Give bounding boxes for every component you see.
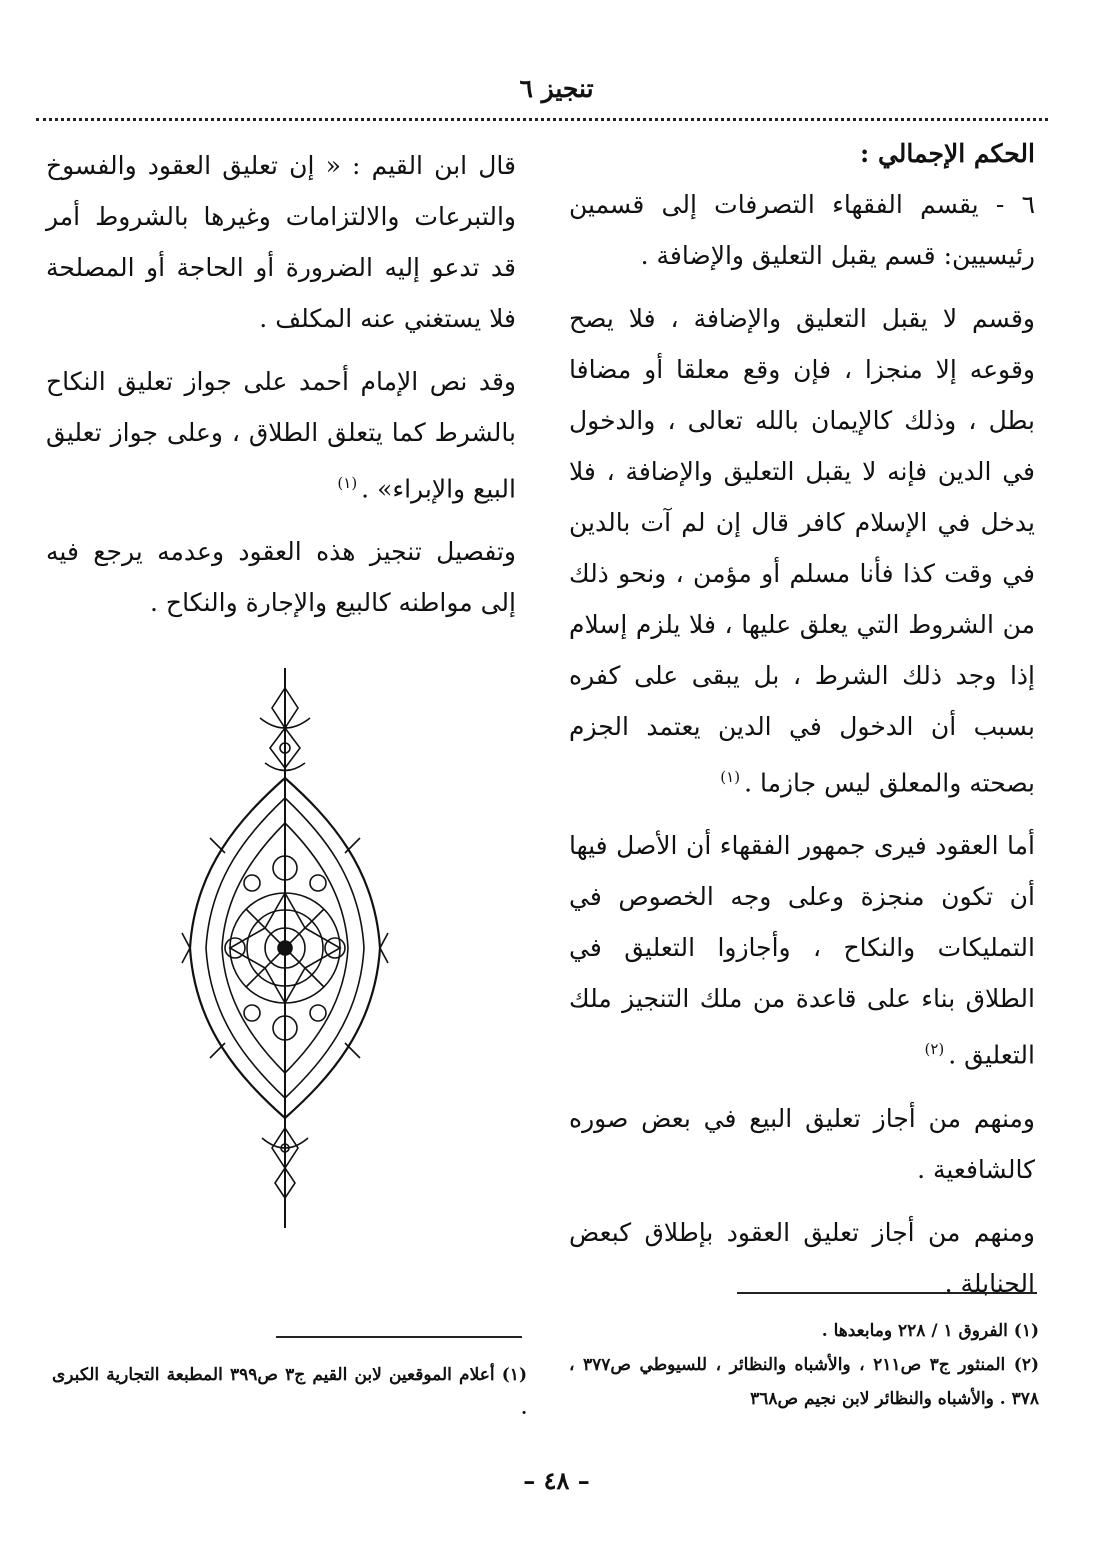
footnotes-right xyxy=(569,1314,1039,1416)
decorative-ornament-icon xyxy=(180,668,390,1228)
paragraph-5: ومنهم من أجاز تعليق العقود بإطلاق كبعض الحنابلة . xyxy=(569,1217,1035,1298)
paragraph-1 xyxy=(569,179,1035,281)
paragraph-1-text: ٦ - يقسم الفقهاء التصرفات إلى قسمين رئيسيين: قسم يقبل التعليق والإضافة . xyxy=(569,190,1035,270)
footnote-right-2: (٢) المنثور ج٣ ص٢١١ ، والأشباه والنظائر ، للسيوطي ص٣٧٧ ، ٣٧٨ . والأشباه والنظائر لابن نجيم ص٣٦٨ xyxy=(569,1355,1039,1409)
left-column xyxy=(46,140,516,628)
page-number: – ٤٨ – xyxy=(523,1466,590,1495)
paragraph-3-text: أما العقود فيرى جمهور الفقهاء أن الأصل فيها أن تكون منجزة وعلى وجه الخصوص في التمليكات والنكاح ، وأجازوا التعليق في الطلاق بناء على قاعدة من ملك التنجيز ملك التعليق . xyxy=(569,831,1035,1070)
footnote-ref-2[interactable]: (٢) xyxy=(924,1040,945,1059)
paragraph-3 xyxy=(569,820,1035,1080)
page-header-title: تنجيز ٦ xyxy=(519,74,594,103)
quote-paragraph: قال ابن القيم : « إن تعليق العقود والفسوخ والتبرعات والالتزامات وغيرها بالشروط أمر قد تدعو إليه الضرورة أو الحاجة أو المصلحة فلا يستغني عنه المكلف . xyxy=(46,151,516,333)
paragraph-4: ومنهم من أجاز تعليق البيع في بعض صوره كالشافعية . xyxy=(569,1103,1035,1184)
footnote-divider-right xyxy=(737,1292,1037,1294)
header-dotted-rule xyxy=(36,118,1048,121)
footnotes-left xyxy=(52,1358,527,1426)
quote-paragraph-2 xyxy=(46,356,516,514)
right-column xyxy=(569,128,1035,1309)
quote-paragraph-2-text: وقد نص الإمام أحمد على جواز تعليق النكاح بالشرط كما يتعلق الطلاق ، وعلى جواز تعليق البيع والإبراء» . xyxy=(46,367,516,504)
closing-paragraph: وتفصيل تنجيز هذه العقود وعدمه يرجع فيه إلى مواطنه كالبيع والإجارة والنكاح . xyxy=(46,537,516,618)
paragraph-2-text: وقسم لا يقبل التعليق والإضافة ، فلا يصح وقوعه إلا منجزا ، فإن وقع معلقا أو مضافا بطل ، وذلك كالإيمان بالله تعالى ، والدخول في الدين فإنه لا يقبل التعليق والإضافة ، فلا يدخل في الإسلام كافر قال إن لم آت بالدين في وقت كذا فأنا مسلم أو مؤمن ، ونحو ذلك من الشروط التي يعلق عليها ، فلا يلزم إسلام إذا وجد ذلك الشرط ، بل يبقى على كفره بسبب أن الدخول في الدين يعتمد الجزم بصحته والمعلق ليس جازما . xyxy=(569,304,1035,798)
footnote-ref-1[interactable]: (١) xyxy=(720,768,741,786)
footnote-left-1: (١) أعلام الموقعين لابن القيم ج٣ ص٣٩٩ المطبعة التجارية الكبرى . xyxy=(52,1365,527,1419)
footnote-divider-left xyxy=(276,1336,522,1338)
footnote-ref-left-1[interactable]: (١) xyxy=(337,474,358,492)
footnote-right-1: (١) الفروق ١ / ٢٢٨ ومابعدها . xyxy=(821,1321,1039,1341)
paragraph-2 xyxy=(569,293,1035,808)
section-heading: الحكم الإجمالي : xyxy=(860,139,1035,168)
